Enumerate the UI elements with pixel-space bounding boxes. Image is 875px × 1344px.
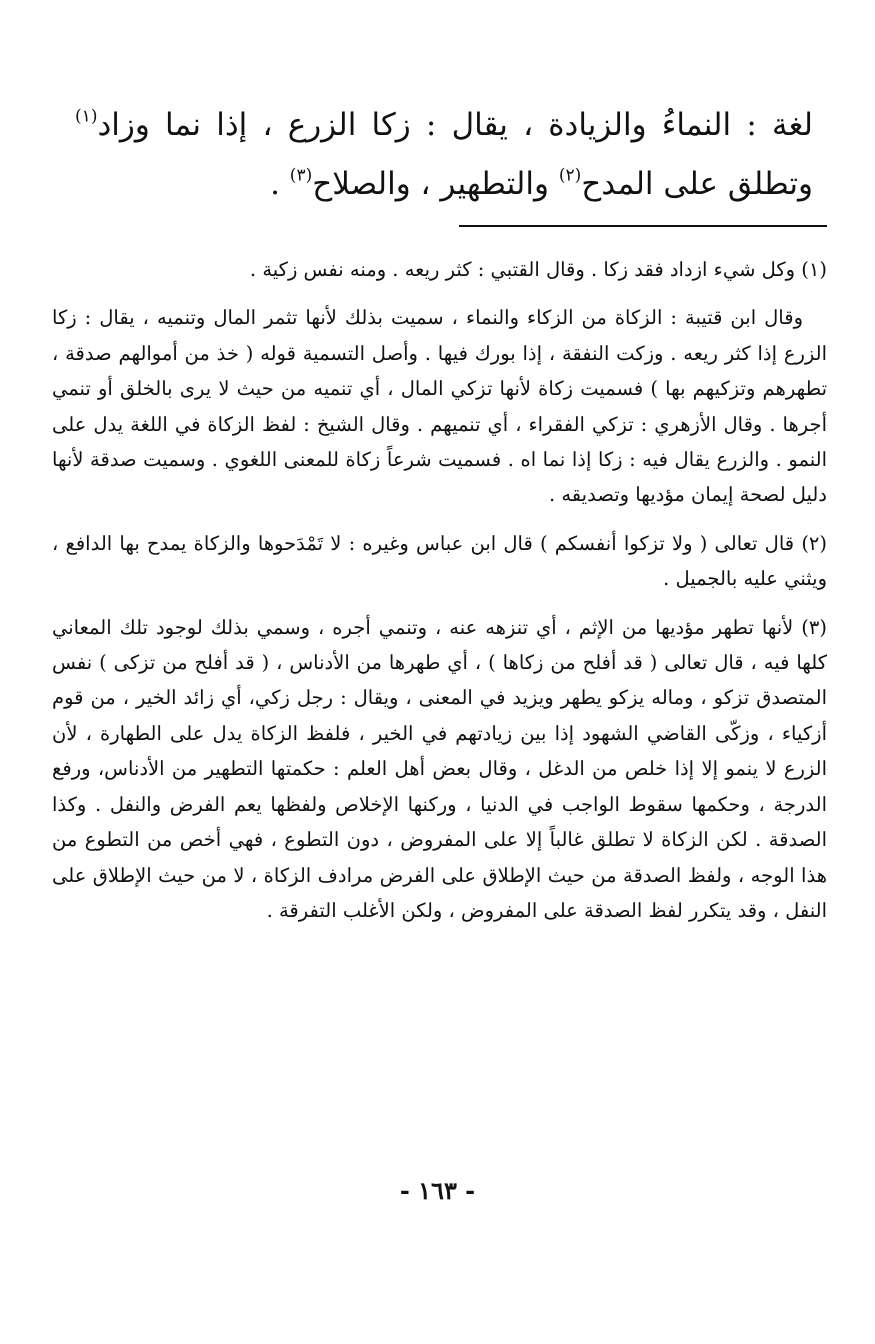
main-paragraph [75,96,813,214]
footnote-2-text: قال تعالى ( ولا تزكوا أنفسكم ) قال ابن عباس وغيره : لا تَمْدَحوها والزكاة يمدح بها الدافع ، ويثني عليه بالجميل . [52,531,827,591]
footnote-ref-2: (٢) [558,165,582,186]
footnote-marker-2: (٢) [801,531,828,555]
footnote-1 [52,252,827,287]
footnote-1-text: وكل شيء ازداد فقد زكا . وقال القتبي : كثر ريعه . ومنه نفس زكية . [249,258,796,281]
footnote-2 [52,526,827,597]
page-number: - ١٦٣ - [399,1176,476,1205]
main-line-1: لغة : النماءُ والزيادة ، يقال : زكا الزرع ، إذا نما وزاد [97,107,813,143]
main-text [75,96,813,214]
footnote-1-continuation: وقال ابن قتيبة : الزكاة من الزكاء والنماء ، سميت بذلك لأنها تثمر المال وتنميه ، يقال : زكا الزرع إذا كثر ريعه . وزكت النفقة ، إذا بورك فيها . وأصل التسمية قوله ( خذ من أموالهم صدقة ، تطهرهم وتزكيهم بها ) فسميت زكاة لأنها تزكي المال ، أي تنميه من حيث لا يرى بالخلق أو تنمي أجرها . وقال الأزهري : تزكي الفقراء ، أي تنميهم . وقال الشيخ : لفظ الزكاة في اللغة يدل على النمو . والزرع يقال فيه : زكا إذا نما اه . فسميت شرعاً زكاة للمعنى اللغوي . وسميت صدقة لأنها دليل لصحة إيمان مؤديها وتصديقه . [52,306,827,507]
footnote-3-text: لأنها تطهر مؤديها من الإثم ، أي تنزهه عنه ، وتنمي أجره ، وسمي بذلك لوجود تلك المعاني كلها فيه ، قال تعالى ( قد أفلح من زكاها ) ، أي طهرها من الأدناس ، ( قد أفلح من تزكى ) نفس المتصدق تزكو ، وماله يزكو يطهر ويزيد في المعنى ، ويقال : رجل زكي، أي زائد الخير ، من قوم أزكياء ، وزكّى القاضي الشهود إذا بين زيادتهم في الخير ، فلفظ الزكاة يدل على الطهارة ، لأن الزرع لا ينمو إلا إذا خلص من الدغل ، وقال بعض أهل العلم : حكمتها التطهير من الأدناس، ورفع الدرجة ، وحكمها سقوط الواجب في الدنيا ، وركنها الإخلاص ولفظها يعم الفرض والنفل . وكذا الصدقة . لكن الزكاة لا تطلق غالباً إلا على المفروض ، دون التطوع ، فهي أخص من التطوع من هذا الوجه ، ولفظ الصدقة من حيث الإطلاق على الفرض مرادف الزكاة ، لا من حيث الإطلاق على النفل ، وقد يتكرر لفظ الصدقة على المفروض ، ولكن الأغلب التفرقة . [52,615,827,922]
footnote-ref-3: (٣) [289,165,313,186]
footnote-marker-3: (٣) [801,615,827,639]
footnote-separator [459,225,827,227]
footnote-ref-1: (١) [75,106,98,127]
main-line-2-cont: والتطهير ، والصلاح [312,166,559,202]
footnote-3 [52,610,827,929]
footnote-marker-1: (١) [801,258,827,281]
main-line-2: وتطلق على المدح [581,166,813,202]
footnotes [52,252,827,941]
main-line-2-end: . [270,166,290,202]
